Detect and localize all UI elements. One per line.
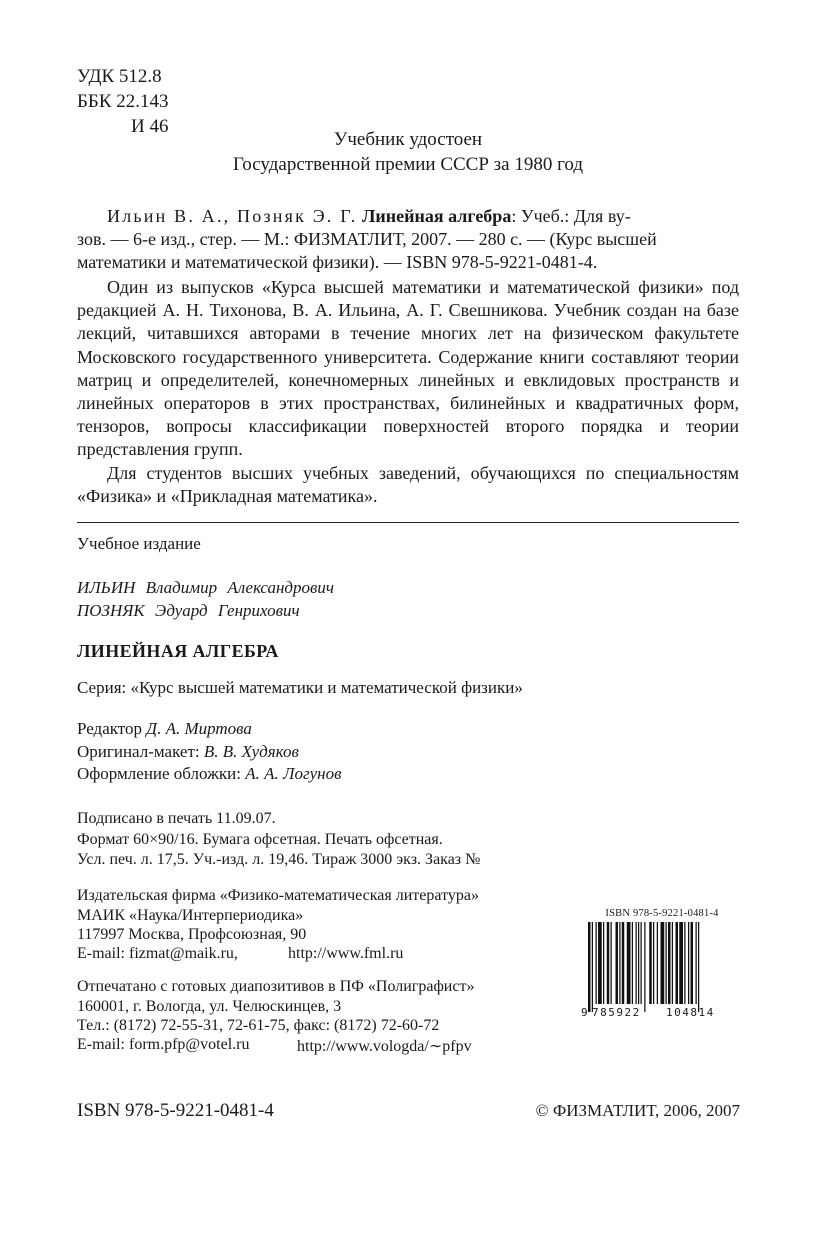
publisher-url[interactable]: http://www.fml.ru	[288, 945, 404, 962]
layout-name: В. В. Худяков	[203, 742, 299, 761]
author-2-full: ПОЗНЯК Эдуард Генрихович	[77, 601, 300, 620]
barcode-bar	[696, 922, 697, 1004]
barcode-bar	[627, 922, 631, 1004]
print-info-3: Усл. печ. л. 17,5. Уч.-изд. л. 19,46. Тираж 3000 экз. Заказ №	[77, 851, 481, 868]
barcode-bar	[679, 922, 683, 1004]
barcode-bars	[586, 922, 738, 1014]
divider-rule	[77, 522, 739, 523]
barcode-bar	[644, 922, 645, 1012]
barcode-bar	[603, 922, 604, 1004]
print-info-1: Подписано в печать 11.09.07.	[77, 810, 276, 827]
barcode-bar	[657, 922, 658, 1004]
footer-copyright: © ФИЗМАТЛИТ, 2006, 2007	[535, 1101, 740, 1120]
publisher-email: E-mail: fizmat@maik.ru,	[77, 945, 238, 962]
barcode-bar	[691, 922, 694, 1004]
barcode-bar	[688, 922, 689, 1004]
barcode-bar	[598, 922, 602, 1004]
barcode-bar	[616, 922, 619, 1004]
abstract-paragraph-2: Для студентов высших учебных заведений, обучающихся по специальностям «Физика» и «Прикладная математика».	[77, 462, 739, 506]
publisher-line-2: МАИК «Наука/Интерпериодика»	[77, 907, 304, 924]
editor-line: Редактор Д. А. Миртова	[77, 719, 252, 738]
series: Серия: «Курс высшей математики и математической физики»	[77, 678, 523, 697]
award-line-2: Государственной премии СССР за 1980 год	[232, 154, 584, 175]
printer-line-1: Отпечатано с готовых диапозитивов в ПФ «Полиграфист»	[77, 978, 475, 995]
barcode-isbn-label: ISBN 978-5-9221-0481-4	[605, 908, 719, 919]
barcode-bar	[619, 922, 620, 1004]
barcode-bar	[668, 922, 671, 1004]
bibliographic-citation	[77, 205, 739, 275]
barcode-bar	[592, 922, 593, 1012]
cover-design-line: Оформление обложки: А. А. Логунов	[77, 764, 342, 783]
barcode-bar	[596, 922, 597, 1004]
footer-isbn: ISBN 978-5-9221-0481-4	[77, 1100, 274, 1121]
author-mark: И 46	[131, 116, 169, 137]
udk-code: УДК 512.8	[77, 66, 162, 87]
barcode-bar	[649, 922, 652, 1004]
citation-title: Линейная алгебра	[362, 206, 512, 226]
barcode-digit-first: 9	[581, 1006, 588, 1019]
book-title: ЛИНЕЙНАЯ АЛГЕБРА	[77, 641, 279, 661]
citation-line-2: зов. — 6-е изд., стер. — М.: ФИЗМАТЛИТ, 2007. — 280 с. — (Курс высшей	[77, 229, 657, 250]
citation-line-3: математики и математической физики). — ISBN 978-5-9221-0481-4.	[77, 252, 598, 273]
cover-designer-name: А. А. Логунов	[245, 764, 342, 783]
barcode-bar	[653, 922, 654, 1004]
editor-name: Д. А. Миртова	[146, 719, 252, 738]
barcode-bar	[607, 922, 610, 1004]
barcode-digits-left: 785922	[592, 1006, 641, 1019]
abstract	[77, 276, 739, 508]
barcode-bar	[676, 922, 679, 1004]
barcode-bar	[636, 922, 637, 1004]
award-line-1: Учебник удостоен	[333, 129, 483, 150]
barcode-bar	[622, 922, 625, 1004]
barcode-bar	[672, 922, 673, 1004]
barcode-bar	[698, 922, 699, 1012]
publisher-line-3: 117997 Москва, Профсоюзная, 90	[77, 926, 307, 943]
barcode-bar	[588, 922, 591, 1012]
barcode-bar	[638, 922, 639, 1004]
barcode-bar	[611, 922, 612, 1004]
printer-line-2: 160001, г. Вологда, ул. Челюскинцев, 3	[77, 998, 342, 1015]
bbk-code: ББК 22.143	[77, 91, 169, 112]
edition-type: Учебное издание	[77, 534, 201, 553]
printer-url[interactable]: http://www.vologda/∼pfpv	[297, 1038, 472, 1055]
barcode-bar	[632, 922, 633, 1004]
barcode-bar	[666, 922, 667, 1004]
barcode-bar	[641, 922, 642, 1004]
citation-rest: : Учеб.: Для ву-	[511, 206, 631, 226]
author-1-full: ИЛЬИН Владимир Александрович	[77, 578, 335, 597]
barcode-digits-right: 104814	[666, 1006, 715, 1019]
isbn-barcode	[581, 908, 738, 1020]
printer-line-3: Тел.: (8172) 72-55-31, 72-61-75, факс: (8172) 72-60-72	[77, 1017, 440, 1034]
abstract-paragraph-1: Один из выпусков «Курса высшей математики и математической физики» под редакцией А. Н. Тихонова, В. А. Ильина, А. Г. Свешникова. Учебник создан на базе лекций, читавшихся авторами в течение многих лет на физическом факультете Московского государственного университета. Содержание книги составляют теории матриц и определителей, конечномерных линейных и евклидовых пространств и линейных операторов в этих пространствах, билинейных и квадратичных форм, тензоров, вопросы классификации поверхностей второго порядка и теории представления групп.	[77, 277, 739, 460]
publisher-line-1: Издательская фирма «Физико-математическая литература»	[77, 887, 479, 904]
barcode-bar	[684, 922, 685, 1004]
printer-email: E-mail: form.pfp@votel.ru	[77, 1036, 250, 1053]
citation-authors: Ильин В. А., Позняк Э. Г.	[107, 206, 358, 226]
barcode-bar	[661, 922, 665, 1004]
print-info-2: Формат 60×90/16. Бумага офсетная. Печать офсетная.	[77, 831, 443, 848]
layout-line: Оригинал-макет: В. В. Худяков	[77, 742, 299, 761]
